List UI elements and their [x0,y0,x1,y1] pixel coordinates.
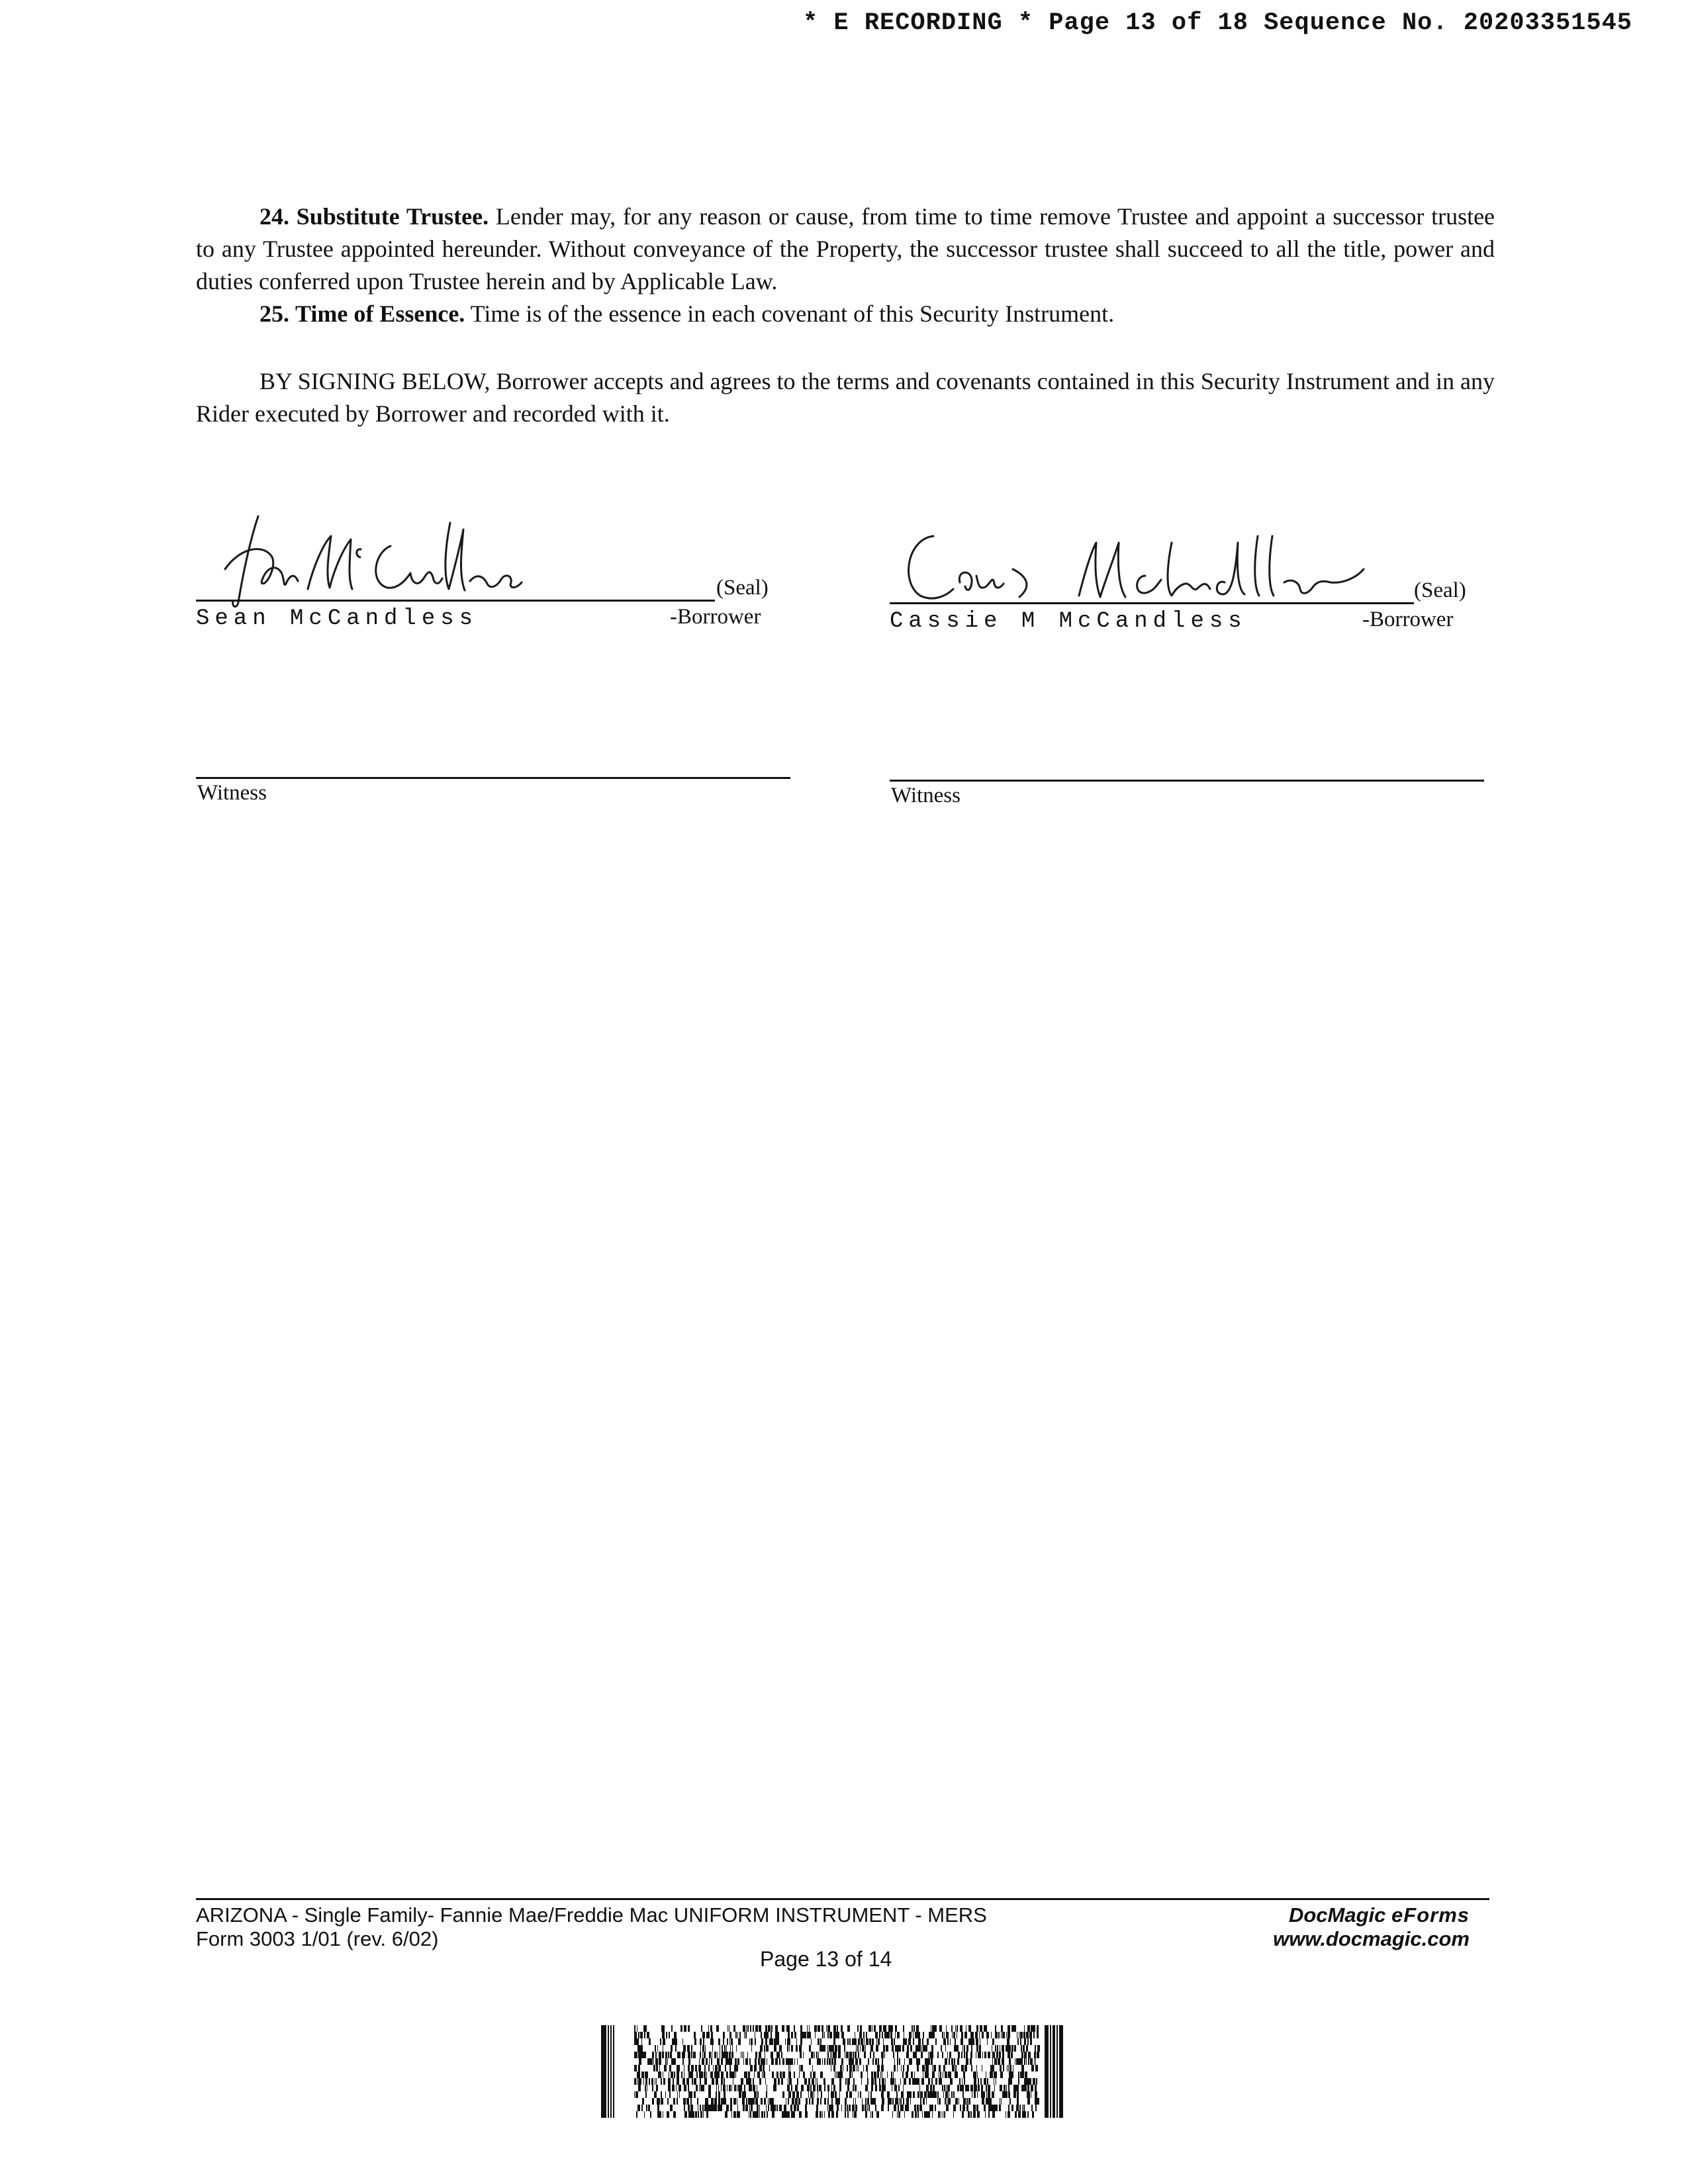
seal-label: (Seal) [716,576,769,600]
borrower-role-label: -Borrower [670,605,761,629]
footer-rule [196,1898,1489,1900]
form-number: Form 3003 1/01 (rev. 6/02) [196,1927,439,1950]
section-24-text: Lender may, for any reason or cause, from time to time remove Trustee and appoint a successor trustee to any Trustee appointed hereunder. Without conveyance of the Property, the successor trustee shall succeed to all the title, power and duties conferred upon Trustee herein and by Applicable Law. [196,203,1495,295]
signer-name: Cassie M McCandless [890,609,1247,634]
signer-name: Sean McCandless [196,606,479,631]
brand-website: www.docmagic.com [1273,1927,1470,1950]
brand-line [1273,1903,1470,1927]
witness-line [890,780,1484,782]
section-25-number: 25. [259,300,289,327]
witness-label: Witness [197,781,267,805]
witness-label: Witness [891,784,961,807]
section-24-title: Substitute Trustee. [296,203,489,230]
borrower-role-label: -Borrower [1362,608,1454,631]
section-25-text: Time is of the essence in each covenant of this Security Instrument. [470,300,1115,327]
signing-statement [196,365,1495,430]
signature-line [196,600,715,602]
page-number: Page 13 of 14 [760,1947,892,1971]
witness-line [196,777,790,779]
form-identifier [196,1903,987,1951]
signature-line [890,602,1414,604]
seal-label: (Seal) [1414,578,1466,602]
section-24 [196,201,1495,298]
pdf417-barcode [601,2025,1078,2118]
handwritten-signature-cassie [894,523,1377,609]
section-24-number: 24. [259,203,289,230]
form-title: ARIZONA - Single Family- Fannie Mae/Freddie Mac UNIFORM INSTRUMENT - MERS [196,1903,987,1927]
signing-statement-text: BY SIGNING BELOW, Borrower accepts and agrees to the terms and covenants contained in this Security Instrument and in any Rider executed by Borrower and recorded with it. [196,368,1495,427]
section-25-title: Time of Essence. [295,300,465,327]
section-25 [196,298,1495,330]
brand-name: DocMagic [1288,1903,1386,1927]
recording-header: * E RECORDING * Page 13 of 18 Sequence No. 20203351545 [803,9,1632,37]
docmagic-brand [1273,1903,1470,1951]
brand-suffix: eForms [1391,1903,1470,1927]
